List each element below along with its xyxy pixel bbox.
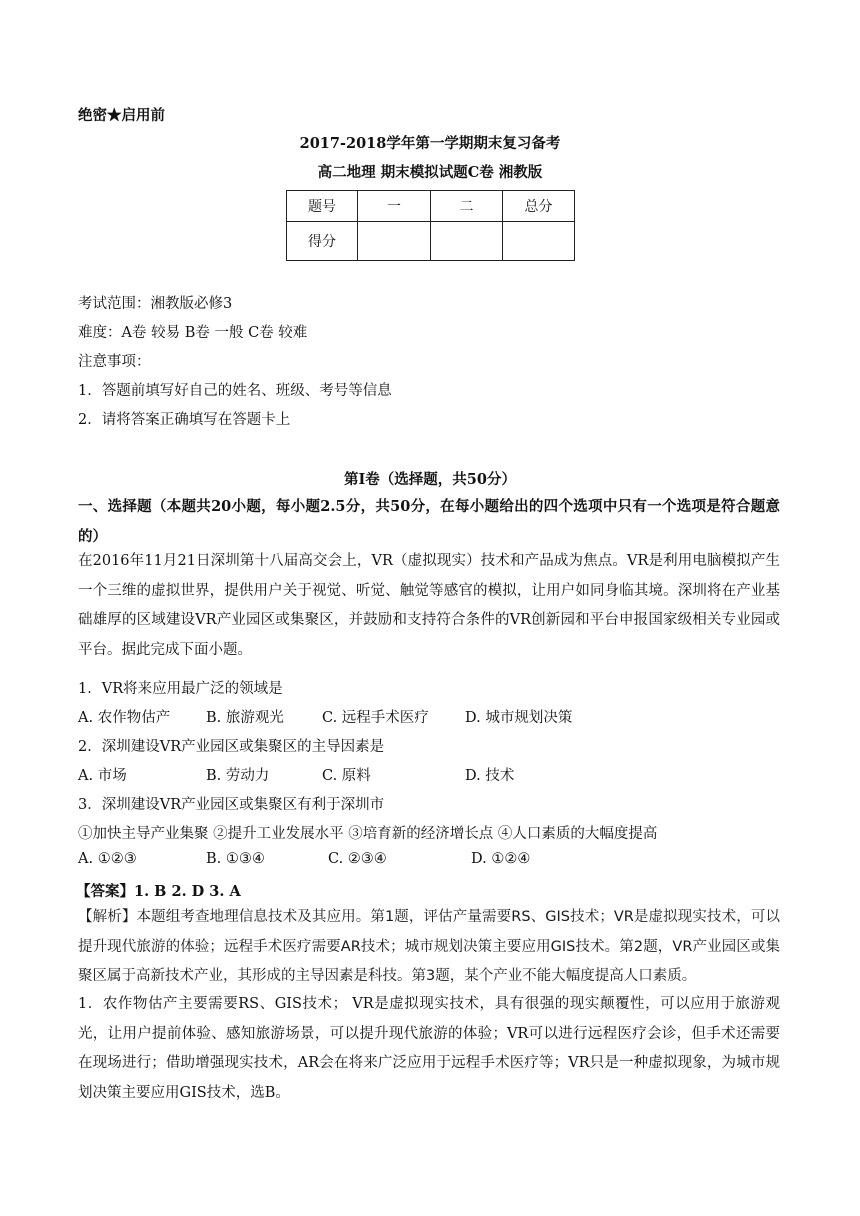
option[interactable]: D. 城市规划决策 bbox=[465, 710, 573, 726]
option[interactable]: C. 原料 bbox=[322, 768, 371, 784]
answer-line: 【答案】1. B 2. D 3. A bbox=[76, 883, 241, 900]
option[interactable]: D. ①②④ bbox=[471, 851, 531, 867]
question-stem: 2．深圳建设VR产业园区或集聚区的主导因素是 bbox=[78, 739, 385, 755]
option[interactable]: B. ①③④ bbox=[206, 851, 265, 867]
option[interactable]: C. 远程手术医疗 bbox=[322, 710, 429, 726]
confidential-label: 绝密★启用前 bbox=[78, 107, 165, 124]
option[interactable]: B. 旅游观光 bbox=[206, 710, 284, 726]
score-table-header: 二 bbox=[431, 191, 503, 222]
question-stem: 3．深圳建设VR产业园区或集聚区有利于深圳市 bbox=[78, 797, 385, 813]
analysis-paragraph: 【解析】本题组考查地理信息技术及其应用。第1题，评估产量需要RS、GIS技术；VR是虚拟现实技术，可以提升现代旅游的体验；远程手术医疗需要AR技术；城市规划决策主要应用GIS技术。第2题，VR产业园区或集聚区属于高新技术产业，其形成的主导因素是科技。第3题，某个产业不能大幅度提高人口素质。 bbox=[78, 909, 780, 984]
notes-title: 注意事项： bbox=[78, 354, 151, 370]
option[interactable]: D. 技术 bbox=[465, 768, 515, 784]
option[interactable]: C. ②③④ bbox=[328, 851, 387, 867]
difficulty-line: 难度：A卷 较易 B卷 一般 C卷 较难 bbox=[78, 325, 308, 341]
score-row-label: 得分 bbox=[287, 222, 358, 261]
option[interactable]: A. 市场 bbox=[78, 768, 127, 784]
note-item: 2．请将答案正确填写在答题卡上 bbox=[78, 412, 291, 428]
option[interactable]: B. 劳动力 bbox=[206, 768, 270, 784]
section-instruction: 一、选择题（本题共20小题，每小题2.5分，共50分，在每小题给出的四个选项中只有一个选项是符合题意的） bbox=[78, 498, 780, 545]
reading-passage: 在2016年11月21日深圳第十八届高交会上，VR（虚拟现实）技术和产品成为焦点。VR是利用电脑模拟产生一个三维的虚拟世界，提供用户关于视觉、听觉、触觉等感官的模拟，让用户如同身临其境。深圳将在产业基础雄厚的区域建设VR产业园区或集聚区，并鼓励和支持符合条件的VR创新园和平台申报国家级相关专业园或平台。据此完成下面小题。 bbox=[78, 553, 780, 658]
score-table bbox=[286, 190, 575, 261]
score-table-header: 总分 bbox=[503, 191, 575, 222]
score-cell[interactable] bbox=[431, 222, 503, 261]
option[interactable]: A. ①②③ bbox=[78, 851, 137, 867]
score-table-header: 一 bbox=[358, 191, 431, 222]
option[interactable]: A. 农作物估产 bbox=[78, 710, 171, 726]
analysis-detail: 1．农作物估产主要需要RS、GIS技术； VR是虚拟现实技术，具有很强的现实颠覆性，可以应用于旅游观光，让用户提前体验、感知旅游场景，可以提升现代旅游的体验；VR可以进行远程医疗会诊，但手术还需要在现场进行；借助增强现实技术，AR会在将来广泛应用于远程手术医疗等；VR只是一种虚拟现象，为城市规划决策主要应用GIS技术，选B。 bbox=[78, 996, 780, 1101]
exam-subtitle: 高二地理 期末模拟试题C卷 湘教版 bbox=[317, 164, 543, 181]
question-statements: ①加快主导产业集聚 ②提升工业发展水平 ③培育新的经济增长点 ④人口素质的大幅度提高 bbox=[78, 826, 658, 842]
score-cell[interactable] bbox=[358, 222, 431, 261]
note-item: 1．答题前填写好自己的姓名、班级、考号等信息 bbox=[78, 383, 392, 399]
exam-scope: 考试范围：湘教版必修3 bbox=[78, 296, 233, 312]
score-cell[interactable] bbox=[503, 222, 575, 261]
exam-title: 2017-2018学年第一学期期末复习备考 bbox=[299, 135, 561, 152]
question-stem: 1．VR将来应用最广泛的领域是 bbox=[78, 681, 283, 697]
score-table-header: 题号 bbox=[287, 191, 358, 222]
section-title: 第Ⅰ卷（选择题，共50分） bbox=[344, 471, 516, 488]
